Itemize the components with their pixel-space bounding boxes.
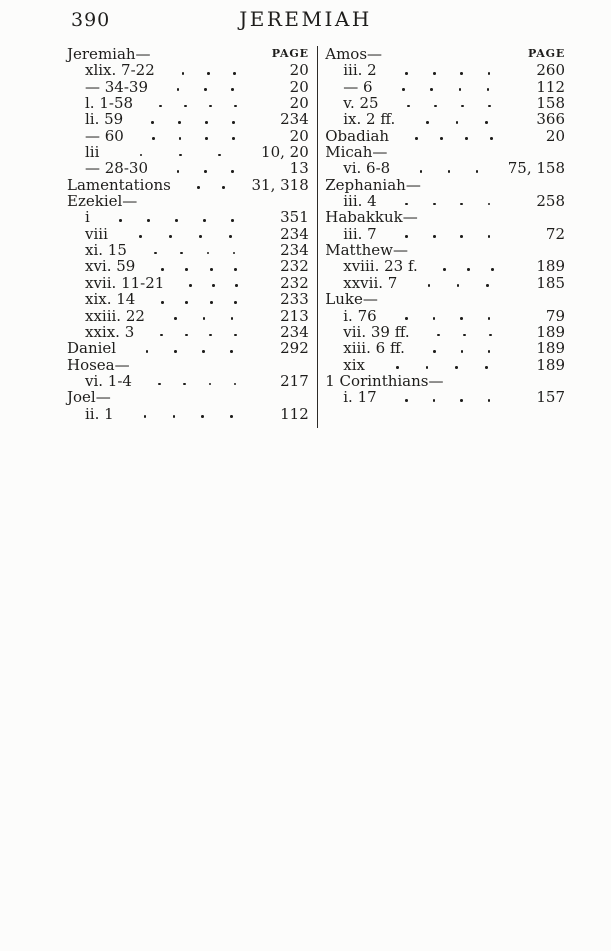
leader-dot [201,415,204,418]
index-row [325,389,565,405]
scripture-ref: Micah— [325,143,388,162]
leader-dot [203,219,206,222]
scripture-ref: Zephaniah— [325,175,421,194]
leader-dot [448,170,451,173]
leader-dot [488,72,491,75]
leader-dot [460,235,463,238]
dot-leaders [94,209,259,225]
leader-dot [177,88,180,91]
leader-dot [426,121,429,124]
index-row [325,258,565,274]
leader-dot [461,350,464,353]
leader-dot [183,383,186,386]
leader-dot [232,137,235,140]
page-column-label: PAGE [271,47,309,60]
page-number: 158 [536,94,565,113]
scripture-index [67,46,565,428]
index-row [325,291,565,307]
leader-dot [426,366,429,369]
index-row [325,79,565,95]
leader-dot [433,399,436,402]
leader-dot [488,399,491,402]
leader-dot [184,105,187,108]
scripture-ref: vi. 6-8 [343,159,391,178]
index-row [67,95,309,111]
scripture-ref: ii. 1 [85,404,114,423]
leader-dot [197,186,200,189]
page-number: 189 [536,257,565,276]
page-number: 234 [280,322,309,341]
page-number: 213 [280,306,309,325]
leader-dot [433,203,436,206]
index-row [325,226,565,242]
dot-leaders [139,258,258,274]
leader-dot [185,301,188,304]
index-row [67,275,309,291]
page-number: 233 [280,290,309,309]
index-row [325,160,565,176]
dot-leaders [159,62,259,78]
index-column-right [325,46,565,428]
leader-dot [433,350,436,353]
scripture-ref: iii. 4 [343,192,377,211]
index-row [325,177,565,193]
index-row [325,373,565,389]
scripture-ref: iii. 7 [343,224,377,243]
leader-dot [460,203,463,206]
leader-dot [234,105,237,108]
dot-leaders [399,111,515,127]
dot-leaders [152,79,259,95]
scripture-ref: xiii. 6 ff. [343,339,405,358]
leader-dot [405,399,408,402]
index-row [67,144,309,160]
dot-leaders [401,275,515,291]
column-divider-rule [317,46,319,428]
leader-dot [212,284,215,287]
leader-dot [207,252,210,255]
dot-leaders [137,95,259,111]
leader-dot [491,268,494,271]
scripture-ref: xviii. 23 f. [343,257,418,276]
leader-dot [204,170,207,173]
leader-dot [161,301,164,304]
index-row [325,95,565,111]
leader-dot [487,88,490,91]
page-number: 258 [536,192,565,211]
leader-dot [209,334,212,337]
leader-dot [152,137,155,140]
dot-leaders [112,226,259,242]
leader-dot [455,366,458,369]
dot-leaders [409,340,515,356]
leader-dot [229,235,232,238]
leader-dot [233,252,236,255]
page-number: 232 [280,273,309,292]
scripture-ref: xvi. 59 [85,257,136,276]
leader-dot [430,88,433,91]
index-row [67,242,309,258]
page-number: 185 [536,273,565,292]
scripture-ref: xxix. 3 [85,322,135,341]
leader-dot [234,383,237,386]
dot-leaders [127,111,259,127]
index-row [67,324,309,340]
index-row [67,291,309,307]
leader-dot [119,219,122,222]
page-number: 31, 318 [251,175,309,194]
dot-leaders [383,95,515,111]
leader-dot [205,137,208,140]
page-number: 232 [280,257,309,276]
scripture-ref: xxvii. 7 [343,273,398,292]
index-heading: Jeremiah— [67,45,151,63]
leader-dot [144,415,147,418]
index-row [67,340,309,356]
page-number: 234 [280,110,309,129]
leader-dot [434,105,437,108]
dot-leaders [168,275,258,291]
dot-leaders [136,373,259,389]
index-row [325,111,565,127]
dot-leaders [394,160,504,176]
leader-dot [235,284,238,287]
running-title: JEREMIAH [239,7,372,31]
leader-dot [415,137,418,140]
index-column-left [67,46,309,428]
leader-dot [234,301,237,304]
scripture-ref: Daniel [67,339,117,358]
leader-dot [146,350,149,353]
scripture-ref: Habakkuk— [325,208,418,227]
dot-leaders [377,79,515,95]
index-row [67,357,309,373]
page-number: 234 [280,241,309,260]
dot-leaders [422,258,515,274]
leader-dot [490,137,493,140]
leader-dot [486,284,489,287]
scripture-ref: iii. 2 [343,61,377,80]
leader-dot [179,137,182,140]
leader-dot [203,317,206,320]
scripture-ref: — 28-30 [85,159,149,178]
leader-dot [230,350,233,353]
index-row [67,79,309,95]
index-row [325,308,565,324]
index-row [67,193,309,209]
leader-dot [210,301,213,304]
index-heading-row [67,46,309,62]
dot-leaders [381,226,515,242]
leader-dot [174,317,177,320]
index-row [325,62,565,78]
scripture-ref: — 6 [343,77,373,96]
scripture-ref: xi. 15 [85,241,127,260]
leader-dot [396,366,399,369]
leader-dot [405,203,408,206]
leader-dot [420,170,423,173]
index-row [67,177,309,193]
page-number: 20 [289,77,309,96]
index-row [67,373,309,389]
leader-dot [158,383,161,386]
index-row [325,242,565,258]
leader-dot [402,88,405,91]
leader-dot [405,317,408,320]
page-number: 366 [536,110,565,129]
leader-dot [463,334,466,337]
leader-dot [234,268,237,271]
scripture-ref: xix. 14 [85,290,136,309]
leader-dot [154,252,157,255]
leader-dot [459,88,462,91]
index-row [325,324,565,340]
scripture-ref: vii. 39 ff. [343,322,410,341]
scripture-ref: Obadiah [325,126,390,145]
leader-dot [231,88,234,91]
leader-dot [488,105,491,108]
index-row [67,128,309,144]
scripture-ref: Lamentations [67,175,171,194]
leader-dot [177,170,180,173]
dot-leaders [128,128,259,144]
page-number: 20 [289,61,309,80]
dot-leaders [414,324,515,340]
page-number: 292 [280,339,309,358]
index-row [325,193,565,209]
leader-dot [140,154,143,157]
page-number: 20 [545,126,565,145]
scripture-ref: 1 Corinthians— [325,371,444,390]
index-heading: Amos— [325,45,383,63]
index-heading-row [325,46,565,62]
leader-dot [175,219,178,222]
leader-dot [467,268,470,271]
page-number: 351 [280,208,309,227]
leader-dot [488,203,491,206]
page-number: 75, 158 [507,159,565,178]
scripture-ref: ix. 2 ff. [343,110,396,129]
leader-dot [460,399,463,402]
leader-dot [182,72,185,75]
leader-dot [433,235,436,238]
dot-leaders [138,324,258,340]
leader-dot [489,334,492,337]
scripture-ref: l. 1-58 [85,94,134,113]
scripture-ref: i [85,208,90,227]
leader-dot [488,317,491,320]
leader-dot [456,121,459,124]
leader-dot [231,170,234,173]
leader-dot [485,366,488,369]
index-row [67,111,309,127]
leader-dot [139,235,142,238]
scripture-ref: Joel— [67,388,111,407]
leader-dot [488,350,491,353]
page-number: 189 [536,355,565,374]
leader-dot [222,186,225,189]
index-row [325,275,565,291]
leader-dot [405,235,408,238]
page-number: 112 [280,404,309,423]
folio-number: 390 [71,9,111,31]
leader-dot [189,284,192,287]
leader-dot [180,252,183,255]
index-row [67,308,309,324]
leader-dot [210,268,213,271]
index-row [325,128,565,144]
leader-dot [476,170,479,173]
index-row [325,357,565,373]
leader-dot [174,350,177,353]
leader-dot [161,268,164,271]
page-number: 79 [545,306,565,325]
dot-leaders [103,144,257,160]
leader-dot [147,219,150,222]
heading-spacer [155,46,259,62]
scripture-ref: vi. 1-4 [85,371,132,390]
dot-leaders [393,128,515,144]
leader-dot [159,105,162,108]
index-row [67,226,309,242]
scripture-ref: Hosea— [67,355,130,374]
dot-leaders [381,62,515,78]
dot-leaders [139,291,258,307]
page-number: 217 [280,371,309,390]
leader-dot [179,154,182,157]
scripture-ref: Ezekiel— [67,192,138,211]
leader-dot [460,72,463,75]
leader-dot [405,72,408,75]
leader-dot [202,350,205,353]
scripture-ref: xix [343,355,365,374]
leader-dot [234,334,237,337]
leader-dot [460,317,463,320]
leader-dot [209,105,212,108]
page-number: 20 [289,126,309,145]
index-row [67,62,309,78]
dot-leaders [118,406,259,422]
scripture-ref: Luke— [325,290,378,309]
page-number: 189 [536,322,565,341]
dot-leaders [369,357,515,373]
leader-dot [160,334,163,337]
scripture-ref: xlix. 7-22 [85,61,155,80]
page-number: 13 [289,159,309,178]
scripture-ref: — 34-39 [85,77,149,96]
index-row [67,258,309,274]
leader-dot [407,105,410,108]
leader-dot [433,72,436,75]
scripture-ref: i. 17 [343,388,377,407]
leader-dot [199,235,202,238]
leader-dot [443,268,446,271]
leader-dot [433,317,436,320]
page-number: 112 [536,77,565,96]
page-number: 10, 20 [261,143,309,162]
dot-leaders [381,308,515,324]
leader-dot [230,415,233,418]
scripture-ref: xvii. 11-21 [85,273,165,292]
dot-leaders [149,308,259,324]
index-row [67,406,309,422]
leader-dot [231,219,234,222]
heading-spacer [386,46,515,62]
leader-dot [428,284,431,287]
leader-dot [185,268,188,271]
page-number: 20 [289,94,309,113]
dot-leaders [175,177,248,193]
leader-dot [232,121,235,124]
leader-dot [209,383,212,386]
leader-dot [204,88,207,91]
dot-leaders [131,242,259,258]
index-row [325,340,565,356]
index-row [67,389,309,405]
leader-dot [485,121,488,124]
leader-dot [457,284,460,287]
page-number: 189 [536,339,565,358]
dot-leaders [120,340,259,356]
index-row [325,144,565,160]
page-number: 157 [536,388,565,407]
scripture-ref: i. 76 [343,306,377,325]
leader-dot [185,334,188,337]
page-number: 260 [536,61,565,80]
leader-dot [231,317,234,320]
page-column-label: PAGE [528,47,565,60]
leader-dot [207,72,210,75]
dot-leaders [381,193,515,209]
index-row [67,209,309,225]
scripture-ref: v. 25 [343,94,379,113]
scripture-ref: viii [85,224,108,243]
index-row [67,160,309,176]
leader-dot [178,121,181,124]
scripture-ref: Matthew— [325,241,408,260]
page-number: 72 [545,224,565,243]
page-number: 234 [280,224,309,243]
index-row [325,209,565,225]
leader-dot [151,121,154,124]
leader-dot [465,137,468,140]
scripture-ref: xxiii. 22 [85,306,145,325]
leader-dot [488,235,491,238]
scripture-ref: lii [85,143,100,162]
leader-dot [205,121,208,124]
dot-leaders [152,160,259,176]
leader-dot [233,72,236,75]
scripture-ref: li. 59 [85,110,124,129]
scripture-ref: — 60 [85,126,124,145]
leader-dot [461,105,464,108]
leader-dot [440,137,443,140]
dot-leaders [381,389,515,405]
leader-dot [218,154,221,157]
leader-dot [437,334,440,337]
leader-dot [169,235,172,238]
leader-dot [173,415,176,418]
